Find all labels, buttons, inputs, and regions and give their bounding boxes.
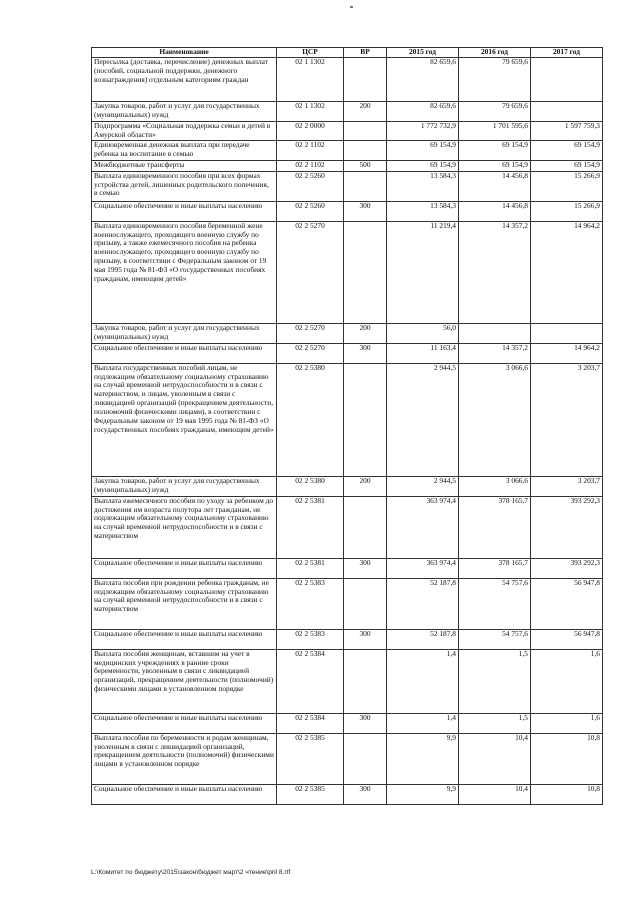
row-name: Закупка товаров, работ и услуг для государственных (муниципальных) нужд	[92, 476, 277, 496]
row-csr-code: 02 2 5270	[277, 343, 344, 363]
row-vr-code: 200	[344, 101, 387, 121]
row-vr-code: 300	[344, 713, 387, 733]
header-vr: ВР	[344, 48, 387, 58]
row-vr-code	[344, 496, 387, 558]
row-csr-code: 02 1 1302	[277, 57, 344, 101]
table-row	[92, 713, 603, 733]
table-row	[92, 323, 603, 343]
row-value-2016: 79 659,6	[459, 57, 531, 101]
row-value-2016: 10,4	[459, 733, 531, 784]
table-row	[92, 160, 603, 171]
row-value-2015: 82 659,6	[387, 101, 459, 121]
row-vr-code	[344, 171, 387, 201]
row-value-2017: 3 203,7	[531, 363, 603, 476]
row-value-2017: 10,8	[531, 733, 603, 784]
row-csr-code: 02 2 5381	[277, 496, 344, 558]
row-value-2016: 1,5	[459, 649, 531, 713]
row-value-2017: 56 947,8	[531, 578, 603, 629]
row-vr-code: 200	[344, 323, 387, 343]
row-vr-code: 300	[344, 629, 387, 649]
row-csr-code: 02 2 5385	[277, 733, 344, 784]
row-csr-code: 02 2 5380	[277, 363, 344, 476]
row-value-2017: 69 154,9	[531, 140, 603, 160]
row-value-2016: 14 456,8	[459, 201, 531, 221]
table-row	[92, 201, 603, 221]
row-name: Социальное обеспечение и иные выплаты населению	[92, 201, 277, 221]
row-value-2017: 1,6	[531, 713, 603, 733]
header-csr: ЦСР	[277, 48, 344, 58]
row-value-2017	[531, 323, 603, 343]
row-vr-code	[344, 121, 387, 140]
table-row	[92, 171, 603, 201]
table-body	[92, 57, 603, 804]
row-vr-code: 300	[344, 343, 387, 363]
row-value-2016: 14 357,2	[459, 221, 531, 323]
row-name: Выплата государственных пособий лицам, не подлежащим обязательному социальному страхованию на случай временной нетрудоспособности и в связи с материнством, и лицам, уволенным в связи с ликвидацией организаций (прекращением деятельности, полномочий физическими лицами), в соответствии с Федеральным законом от 19 мая 1995 года № 81-ФЗ «О государственных пособиях гражданам, имеющим детей»	[92, 363, 277, 476]
row-csr-code: 02 2 5385	[277, 784, 344, 804]
row-value-2017	[531, 57, 603, 101]
row-value-2017: 1,6	[531, 649, 603, 713]
row-value-2017: 15 266,9	[531, 171, 603, 201]
row-csr-code: 02 2 5384	[277, 713, 344, 733]
row-value-2015: 1,4	[387, 713, 459, 733]
row-csr-code: 02 2 5383	[277, 629, 344, 649]
row-name: Социальное обеспечение и иные выплаты населению	[92, 629, 277, 649]
row-value-2016: 1,5	[459, 713, 531, 733]
table-row	[92, 558, 603, 578]
row-csr-code: 02 2 5383	[277, 578, 344, 629]
row-value-2017: 393 292,3	[531, 496, 603, 558]
row-name: Социальное обеспечение и иные выплаты населению	[92, 343, 277, 363]
row-name: Социальное обеспечение и иные выплаты населению	[92, 784, 277, 804]
header-name: Наименование	[92, 48, 277, 58]
row-value-2017: 10,8	[531, 784, 603, 804]
row-value-2015: 82 659,6	[387, 57, 459, 101]
row-name: Выплата пособия при рождении ребенка гражданам, не подлежащим обязательному социальному страхованию на случай временной нетрудоспособности и в связи с материнством	[92, 578, 277, 629]
row-name: Межбюджетные трансферты	[92, 160, 277, 171]
row-value-2015: 13 584,3	[387, 201, 459, 221]
row-csr-code: 02 2 1102	[277, 140, 344, 160]
row-value-2016: 10,4	[459, 784, 531, 804]
table-row	[92, 629, 603, 649]
row-name: Социальное обеспечение и иные выплаты населению	[92, 713, 277, 733]
table-row	[92, 121, 603, 140]
budget-table	[91, 47, 603, 805]
row-value-2016: 69 154,9	[459, 160, 531, 171]
table-row	[92, 363, 603, 476]
row-vr-code	[344, 578, 387, 629]
row-value-2017: 15 266,9	[531, 201, 603, 221]
file-path-footer: L:\Комитет по бюджету\2015\закон\бюджет март\2 чтение\pril 8.rtf	[91, 869, 291, 876]
row-value-2016: 3 066,6	[459, 476, 531, 496]
row-value-2016: 378 165,7	[459, 558, 531, 578]
row-value-2017: 14 964,2	[531, 221, 603, 323]
row-value-2016	[459, 323, 531, 343]
header-2017: 2017 год	[531, 48, 603, 58]
row-value-2015: 11 219,4	[387, 221, 459, 323]
row-value-2015: 2 944,5	[387, 476, 459, 496]
row-value-2017	[531, 101, 603, 121]
table-row	[92, 476, 603, 496]
row-csr-code: 02 1 1302	[277, 101, 344, 121]
row-value-2016: 14 357,2	[459, 343, 531, 363]
row-value-2016: 69 154,9	[459, 140, 531, 160]
table-row	[92, 578, 603, 629]
row-vr-code	[344, 140, 387, 160]
header-2015: 2015 год	[387, 48, 459, 58]
scan-mark	[350, 6, 353, 8]
row-value-2017: 3 203,7	[531, 476, 603, 496]
row-value-2015: 69 154,9	[387, 160, 459, 171]
row-value-2015: 9,9	[387, 733, 459, 784]
row-name: Выплата ежемесячного пособия по уходу за ребенком до достижения им возраста полутора лет гражданам, не подлежащим обязательному социальному страхованию на случай временной нетрудоспособности и в связи с материнством	[92, 496, 277, 558]
row-value-2015: 52 187,8	[387, 629, 459, 649]
table-row	[92, 221, 603, 323]
row-vr-code: 300	[344, 784, 387, 804]
row-value-2015: 52 187,8	[387, 578, 459, 629]
table-row	[92, 57, 603, 101]
table-row	[92, 649, 603, 713]
row-vr-code: 500	[344, 160, 387, 171]
header-2016: 2016 год	[459, 48, 531, 58]
row-vr-code: 300	[344, 558, 387, 578]
row-value-2017: 56 947,8	[531, 629, 603, 649]
row-csr-code: 02 2 0000	[277, 121, 344, 140]
row-value-2015: 2 944,5	[387, 363, 459, 476]
row-value-2015: 56,0	[387, 323, 459, 343]
row-csr-code: 02 2 5384	[277, 649, 344, 713]
row-csr-code: 02 2 5270	[277, 323, 344, 343]
table-row	[92, 784, 603, 804]
row-value-2016: 14 456,8	[459, 171, 531, 201]
table-row	[92, 733, 603, 784]
row-value-2015: 363 974,4	[387, 558, 459, 578]
row-name: Социальное обеспечение и иные выплаты населению	[92, 558, 277, 578]
row-name: Выплата единовременного пособия беременной жене военнослужащего, проходящего военную службу по призыву, а также ежемесячного пособия на ребенка военнослужащего, проходящего военную службу по призыву, в соответствии с Федеральным законом от 19 мая 1995 года № 81-ФЗ «О государственных пособиях гражданам, имеющим детей»	[92, 221, 277, 323]
table-header-row	[92, 48, 603, 58]
table-row	[92, 101, 603, 121]
row-value-2016: 1 701 595,6	[459, 121, 531, 140]
table-row	[92, 496, 603, 558]
row-value-2015: 11 163,4	[387, 343, 459, 363]
row-vr-code	[344, 57, 387, 101]
row-value-2017: 14 964,2	[531, 343, 603, 363]
row-value-2015: 9,9	[387, 784, 459, 804]
table-row	[92, 140, 603, 160]
row-name: Выплата единовременного пособия при всех формах устройства детей, лишенных родительского попечения, в семью	[92, 171, 277, 201]
row-name: Выплата пособия по беременности и родам женщинам, уволенным в связи с ликвидацией организаций, прекращением деятельности (полномочий) физическими лицами в установленном порядке	[92, 733, 277, 784]
row-csr-code: 02 2 5270	[277, 221, 344, 323]
row-vr-code	[344, 733, 387, 784]
row-name: Выплата пособия женщинам, вставшим на учет в медицинских учреждениях в ранние сроки беременности, уволенным в связи с ликвидацией организаций, прекращением деятельности (полномочий) физическими лицами в установленном порядке	[92, 649, 277, 713]
row-value-2017: 393 292,3	[531, 558, 603, 578]
row-vr-code: 200	[344, 476, 387, 496]
row-name: Подпрограмма «Социальная поддержка семьи и детей в Амурской области»	[92, 121, 277, 140]
row-value-2015: 1 772 732,9	[387, 121, 459, 140]
row-name: Закупка товаров, работ и услуг для государственных (муниципальных) нужд	[92, 323, 277, 343]
row-vr-code	[344, 363, 387, 476]
row-value-2017: 1 597 759,3	[531, 121, 603, 140]
row-vr-code: 300	[344, 201, 387, 221]
row-value-2016: 3 066,6	[459, 363, 531, 476]
row-vr-code	[344, 221, 387, 323]
row-value-2016: 79 659,6	[459, 101, 531, 121]
row-vr-code	[344, 649, 387, 713]
row-value-2015: 69 154,9	[387, 140, 459, 160]
row-csr-code: 02 2 1102	[277, 160, 344, 171]
row-csr-code: 02 2 5260	[277, 171, 344, 201]
row-name: Закупка товаров, работ и услуг для государственных (муниципальных) нужд	[92, 101, 277, 121]
row-name: Единовременная денежная выплата при передаче ребенка на воспитание в семью	[92, 140, 277, 160]
row-name: Пересылка (доставка, перечисление) денежных выплат (пособий, социальной поддержки, денежного вознаграждения) отдельным категориям граждан	[92, 57, 277, 101]
row-value-2016: 54 757,6	[459, 629, 531, 649]
row-value-2015: 1,4	[387, 649, 459, 713]
row-value-2016: 378 165,7	[459, 496, 531, 558]
row-value-2017: 69 154,9	[531, 160, 603, 171]
table-row	[92, 343, 603, 363]
row-csr-code: 02 2 5381	[277, 558, 344, 578]
row-csr-code: 02 2 5380	[277, 476, 344, 496]
row-value-2015: 13 584,3	[387, 171, 459, 201]
row-csr-code: 02 2 5260	[277, 201, 344, 221]
row-value-2015: 363 974,4	[387, 496, 459, 558]
row-value-2016: 54 757,6	[459, 578, 531, 629]
